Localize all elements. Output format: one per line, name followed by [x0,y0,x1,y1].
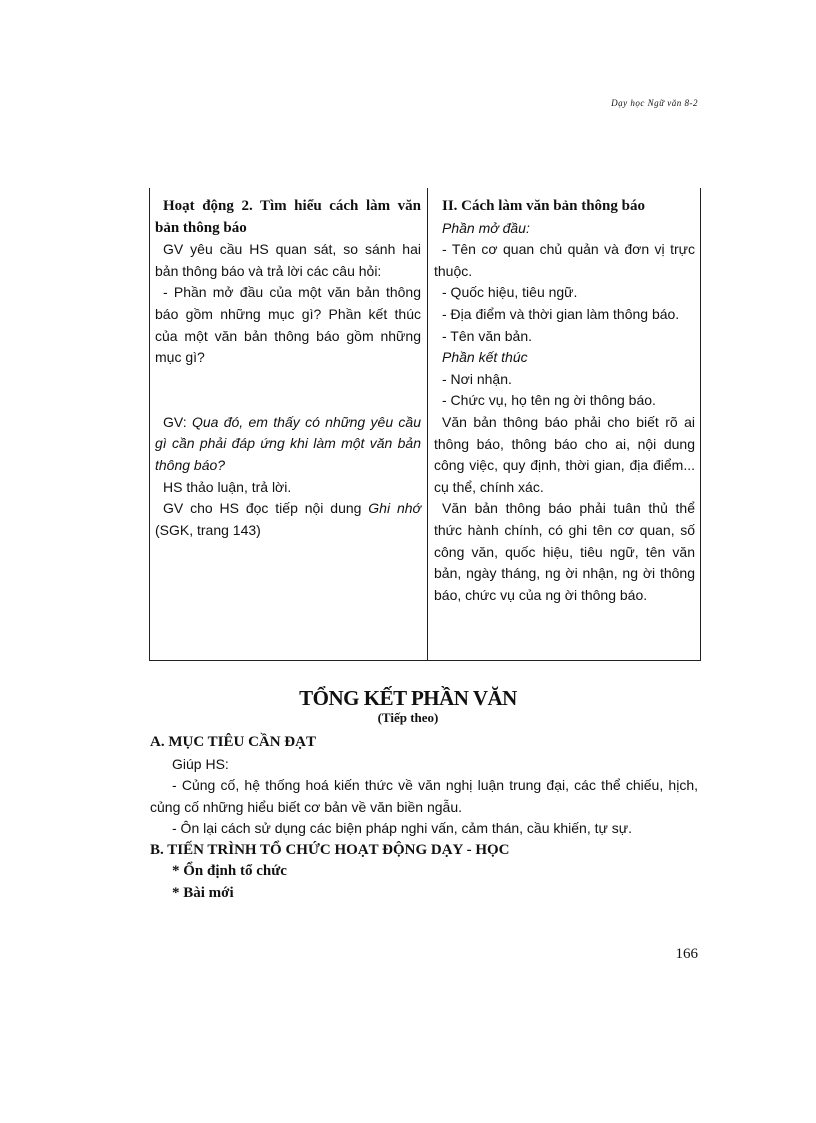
section-b-item: * Ổn định tổ chức [172,863,287,879]
section-b-item: * Bài mới [172,884,234,901]
section-a-item: - Ôn lại cách sử dụng các biện pháp nghi vấn, cảm thán, cầu khiến, tự sự. [172,820,633,836]
content-paragraph: Văn bản thông báo phải cho biết rõ ai thông báo, thông báo cho ai, nội dung công việc, quy định, thời gian, địa điểm... cụ thể, chính xác. [434,413,695,495]
column-divider [427,188,428,660]
section-a-item: - Củng cố, hệ thống hoá kiến thức về văn nghị luận trung đại, các thể chiếu, hịch, củng cố những hiểu biết cơ bản về văn biền ngẫu. [150,777,698,815]
opening-item: - Quốc hiệu, tiêu ngữ. [442,284,578,301]
closing-item: - Nơi nhận. [442,370,512,387]
lesson-table [149,188,701,661]
content-heading: II. Cách làm văn bản thông báo [442,198,645,214]
activity-instruction: GV yêu cầu HS quan sát, so sánh hai bản thông báo và trả lời các câu hỏi: [155,241,421,279]
closing-item: - Chức vụ, họ tên ng ời thông báo. [442,392,656,409]
opening-label: Phần mở đầu: [442,219,530,236]
activity-question: - Phần mở đầu của một văn bản thông báo gồm những mục gì? Phần kết thúc của một văn bản thông báo gồm những mục gì? [155,284,421,366]
content-paragraph: Văn bản thông báo phải tuân thủ thể thức hành chính, có ghi tên cơ quan, số công văn, quốc hiệu, tiêu ngữ, tên văn bản, ngày tháng, ng ời nhận, ng ời thông báo, chức vụ của ng ời thông báo. [434,500,695,603]
section-a-intro: Giúp HS: [172,755,229,772]
lesson-body [150,732,698,904]
content-column [434,196,695,606]
opening-item: - Địa điểm và thời gian làm thông báo. [442,305,680,322]
activity-heading: Hoạt động 2. Tìm hiểu cách làm văn bản thông báo [155,198,421,236]
teacher-activity-column [155,196,421,541]
section-subtitle: (Tiếp theo) [377,710,439,725]
opening-item: - Tên cơ quan chủ quản và đơn vị trực thuộc. [434,241,695,279]
running-header: Dạy học Ngữ văn 8-2 [611,98,698,108]
page-number: 166 [675,946,698,962]
section-b-heading: B. TIẾN TRÌNH TỔ CHỨC HOẠT ĐỘNG DẠY - HỌC [150,841,510,858]
activity-question-2: GV: Qua đó, em thấy có những yêu cầu gì cần phải đáp ứng khi làm một văn bản thông báo? [155,413,421,473]
activity-discussion: HS thảo luận, trả lời. [163,478,292,495]
section-a-heading: A. MỤC TIÊU CẦN ĐẠT [150,734,316,750]
opening-item: - Tên văn bản. [442,327,533,344]
closing-label: Phần kết thúc [442,349,528,366]
section-title: TỔNG KẾT PHẦN VĂN [299,686,517,710]
activity-reading: GV cho HS đọc tiếp nội dung Ghi nhớ (SGK, trang 143) [155,500,421,538]
